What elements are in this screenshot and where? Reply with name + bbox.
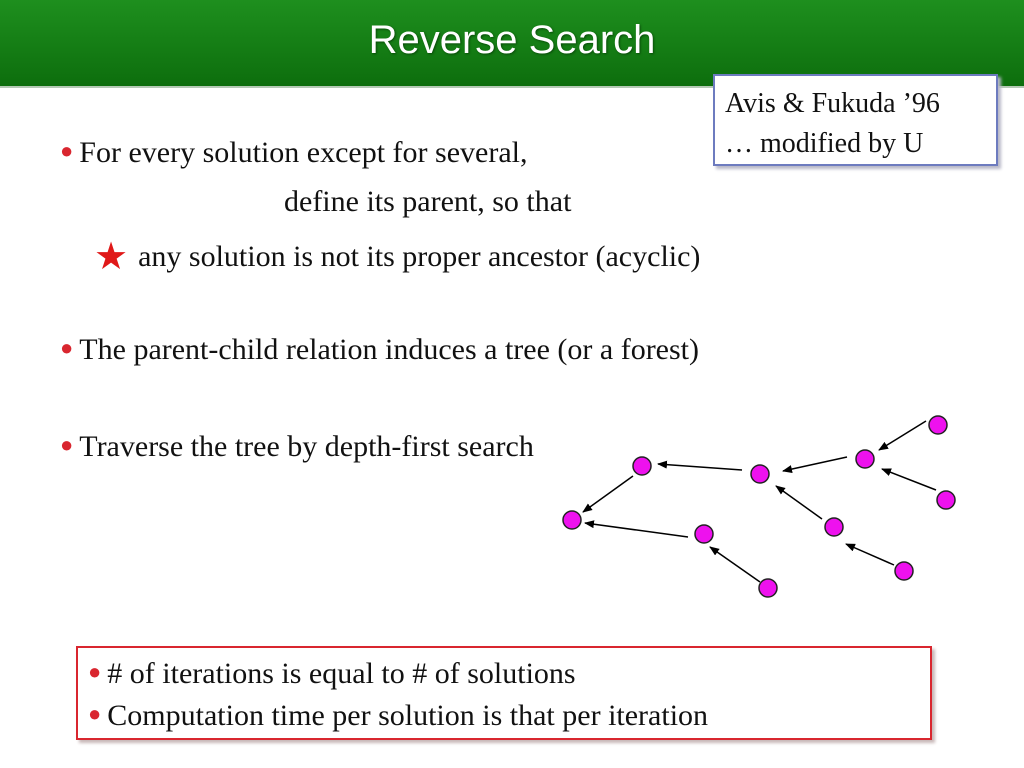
tree-node: [759, 579, 777, 597]
tree-nodes: [563, 416, 955, 597]
star-icon: ★: [94, 236, 129, 278]
tree-edge: [583, 476, 633, 512]
tree-node: [895, 562, 913, 580]
tree-node: [929, 416, 947, 434]
tree-edge: [882, 469, 936, 490]
tree-edge: [776, 486, 822, 519]
summary-item-2: [88, 699, 708, 733]
summary-item-2-text: Computation time per solution is that per iteration: [107, 699, 709, 732]
bullet-3-text: Traverse the tree by depth-first search: [79, 430, 534, 463]
bullet-dot-icon: ●: [60, 335, 74, 360]
bullet-dot-icon: ●: [88, 701, 102, 726]
bullet-dot-icon: ●: [60, 432, 74, 457]
tree-node: [563, 511, 581, 529]
bullet-1-continuation: define its parent, so that: [284, 185, 572, 218]
bullet-1-text: For every solution except for several,: [79, 136, 528, 169]
tree-node: [751, 465, 769, 483]
credit-line-2: … modified by U: [725, 128, 924, 159]
summary-item-1-text: # of iterations is equal to # of solutions: [107, 657, 576, 690]
tree-edges: [583, 421, 936, 582]
tree-edge: [783, 457, 847, 471]
tree-edge: [879, 421, 926, 450]
tree-node: [633, 457, 651, 475]
tree-node: [825, 518, 843, 536]
bullet-dot-icon: ●: [60, 138, 74, 163]
star-item-text: any solution is not its proper ancestor (acyclic): [138, 240, 701, 273]
summary-box: [76, 646, 932, 740]
tree-edge: [585, 523, 688, 537]
tree-node: [937, 491, 955, 509]
tree-edge: [658, 464, 742, 470]
bullet-2-text: The parent-child relation induces a tree (or a forest): [79, 333, 699, 366]
tree-node: [695, 525, 713, 543]
credit-line-1: Avis & Fukuda ’96: [725, 88, 940, 119]
tree-edge: [846, 544, 894, 565]
summary-item-1: [88, 657, 576, 691]
tree-node: [856, 450, 874, 468]
bullet-dot-icon: ●: [88, 659, 102, 684]
slide-title: Reverse Search: [368, 18, 656, 62]
tree-edge: [710, 547, 760, 582]
